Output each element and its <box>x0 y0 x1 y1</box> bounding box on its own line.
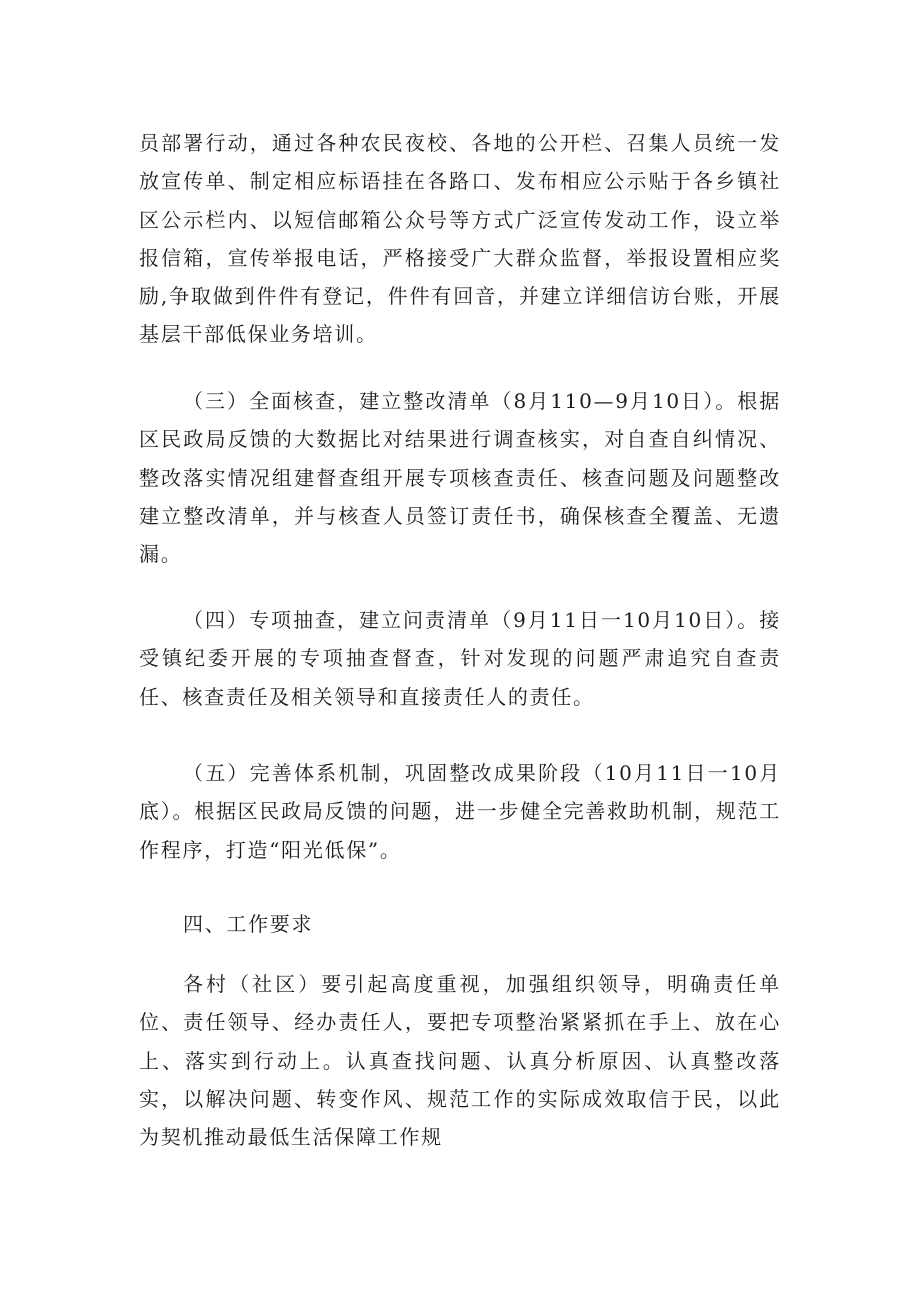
paragraph-section-3: （三）全面核查，建立整改清单（8月110—9月10日）。根据区民政局反馈的大数据比对结果进行调查核实，对自查自纠情况、整改落实情况组建督查组开展专项核查责任、核查问题及问题整改建立整改清单，并与核查人员签订责任书，确保核查全覆盖、无遗漏。 <box>139 389 781 567</box>
paragraph-continuation: 员部署行动，通过各种农民夜校、各地的公开栏、召集人员统一发放宣传单、制定相应标语挂在各路口、发布相应公示贴于各乡镇社区公示栏内、以短信邮箱公众号等方式广泛宣传发动工作，设立举报信箱，宣传举报电话，严格接受广大群众监督，举报设置相应奖励,争取做到件件有登记，件件有回音，并建立详细信访台账，开展基层干部低保业务培训。 <box>139 131 781 347</box>
paragraph-section-4: （四）专项抽查，建立问责清单（9月11日一10月10日）。接受镇纪委开展的专项抽查督查，针对发现的问题严肃追究自查责任、核查责任及相关领导和直接责任人的责任。 <box>139 608 781 709</box>
section-heading-work-requirements: 四、工作要求 <box>183 912 314 936</box>
paragraph-work-requirements: 各村（社区）要引起高度重视，加强组织领导，明确责任单位、责任领导、经办责任人，要把专项整治紧紧抓在手上、放在心上、落实到行动上。认真查找问题、认真分析原因、认真整改落实，以解决问题、转变作风、规范工作的实际成效取信于民，以此为契机推动最低生活保障工作规 <box>139 972 781 1150</box>
paragraph-section-5: （五）完善体系机制，巩固整改成果阶段（10月11日一10月底）。根据区民政局反馈的问题，进一步健全完善救助机制，规范工作程序，打造“阳光低保”。 <box>139 761 781 862</box>
